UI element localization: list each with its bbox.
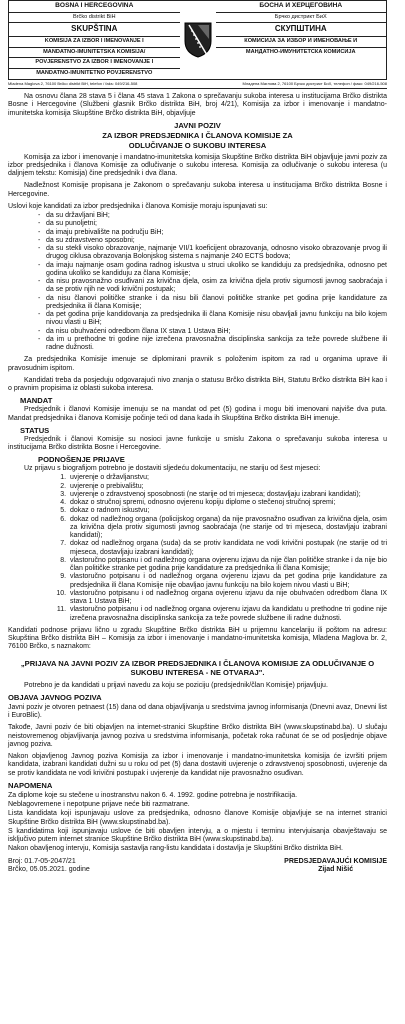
publication-text-3: Nakon objavljenog Javnog poziva Komisija za izbor i imenovanje i mandatno-imunitetska komisija će izvršiti prijem kandidata, izabrani kandidati dužni su u roku od pet (5) dana dostaviti uvjerenje o zdravstvenoj sposobnosti, uvjerenje da se protiv kandidata ne vodi krivični postupak i uvjerenje da kandidat nije pravosnažno osuđivan. <box>8 753 387 777</box>
list-item: - da imaju prebivalište na području BiH; <box>38 229 387 237</box>
document-date: Brčko, 05.05.2021. godine <box>8 866 90 874</box>
commission-line-1-cyrillic: КОМИСИЈА ЗА ИЗБОР И ИМЕНОВАЊЕ И <box>216 37 387 48</box>
reference-block <box>8 858 90 876</box>
address-bar <box>8 80 387 89</box>
paragraph-knowledge: Kandidati treba da posjeduju odgovarajući nivo znanja o statusu Brčko distrikta BiH, Statutu Brčko distrikta BiH kao i o pravnim propisima iz oblasti sukoba interesa. <box>8 376 387 393</box>
note-heading: NAPOMENA <box>8 780 53 790</box>
list-item: 6. dokaz od nadležnog organa (policijskog organa) da nije pravosnažno osuđivan za krivična djela, osim za krivična djela protiv sigurnosti javnog saobraćaja (ne starije od tri mjeseca, dostavljaju izabrani kandidati); <box>68 516 387 541</box>
mandate-text: Predsjednik i članovi Komisije imenuju se na mandat od pet (5) godina i mogu biti imenovani najviše dva puta. Mandat predsjednika i članova Komisije počinje teći od dana kada ih Skupština Brčko distrikta BiH imenuje. <box>8 406 387 422</box>
list-item: 11. vlastoručno potpisanu i od nadležnog organa ovjerenu izjavu da kandidatu u prethodne tri godine nije izrečena pravosnažna disciplinska sankcija za teže povrede službene ili radne dužnosti. <box>68 606 387 623</box>
conditions-list <box>8 212 387 352</box>
paragraph-president: Za predsjednika Komisije imenuje se diplomirani pravnik s položenim ispitom za rad u organima uprave ili pravosudnim ispitom. <box>8 356 387 372</box>
status-text: Predsjednik i članovi Komisije su nosioci javne funkcije u smislu Zakona o sprečavanju sukoba interesa u institucijama Brčko distrikta Bosne i Hercegovine. <box>8 435 387 452</box>
letterhead <box>8 0 387 80</box>
address-cyrillic: Младена Маглова 2, 76100 Брчко дистрикт БиХ, телефон / факс: 049/216-508 <box>242 81 387 86</box>
letterhead-right <box>216 1 387 79</box>
paragraph-conditions-intro: Uslovi koje kandidati za izbor predsjednika i članova Komisije moraju ispunjavati su: <box>8 202 268 210</box>
list-item: - da su punoljetni; <box>38 220 387 228</box>
commission-line-3: POVJERENSTVO ZA IZBOR I IMENOVANJE I <box>9 58 180 69</box>
intro-paragraph: Na osnovu člana 28 stava 5 i člana 45 stava 1 Zakona o sprečavanju sukoba interesa u institucijama Brčko distrikta Bosne i Hercegovine (Službeni glasnik Brčko distrikta BiH, broj 4/21), Komisija za izbor i imenovanje i mandatno-imunitetska komisija Skupštine Brčko distrikta BiH, objavljuje <box>8 93 387 117</box>
district-name-cyrillic: Брчко дистрикт БиХ <box>216 13 387 24</box>
assembly-name-cyrillic: СКУПШТИНА <box>216 23 387 37</box>
publication-heading: OBJAVA JAVNOG POZIVA <box>8 692 102 702</box>
envelope-label: „PRIJAVA NA JAVNI POZIV ZA IZBOR PREDSJEDNIKA I ČLANOVA KOMISIJE ZA ODLUČIVANJE O SUKOBU INTERESA - NE OTVARAJ". <box>20 658 375 677</box>
note-text-3: Lista kandidata koji ispunjavaju uslove za predsjednika, odnosno članove Komisije objavljuje se na internet stranici Skupštine Brčko distrikta BiH (www.skupstinabd.ba). <box>8 810 387 826</box>
signatory-role: PREDSJEDAVAJUĆI KOMISIJE <box>284 857 387 865</box>
submission-text: Kandidati podnose prijavu lično u zgradu Skupštine Brčko distrikta BiH u prijemnu kancelariju ili poštom na adresu: Skupština Brčko distrikta BiH – Komisija za izbor i imenovanje i mandatno-imunitetska komisija, Mladena Maglova br. 2, 76100 Brčko, s naznakom: <box>8 626 387 651</box>
paragraph-competence: Nadležnost Komisije propisana je Zakonom o sprečavanju sukoba interesa u institucijama Brčko distrikta Bosne i Hercegovine. <box>8 182 387 198</box>
country-name: BOSNA I HERCEGOVINA <box>9 1 180 13</box>
position-note: Potrebno je da kandidati u prijavi navedu za koju se poziciju (predsjednik/član Komisije) prijavljuju. <box>24 681 328 689</box>
note-text-2: Neblagovremene i nepotpune prijave neće biti razmatrane. <box>8 801 190 809</box>
list-item: 7. dokaz od nadležnog organa (suda) da se protiv kandidata ne vodi krivični postupak (ne starije od tri mjeseca, dostavljaju izabrani kandidati); <box>68 540 387 557</box>
letterhead-left <box>9 1 180 79</box>
documents-intro: Uz prijavu s biografijom potrebno je dostaviti sljedeću dokumentaciju, ne stariju od šest mjeseci: <box>24 465 321 473</box>
note-text-5: Nakon obavljenog intervju, Komisija sastavlja rang-listu kandidata i dostavlja je Skupštini Brčko distrikta BiH. <box>8 845 343 853</box>
list-item: - da nisu članovi političke stranke i da nisu bili članovi političke stranke pet godina prije kandidature za predsjednika ili člana Komisije; <box>38 295 387 312</box>
list-item: 8. vlastoručno potpisanu i od nadležnog organa ovjerenu izjavu da nije član političke stranke i da nije bio član političke stranke pet godina prije kandidature za predsjednika ili člana Komisije; <box>68 557 387 574</box>
paragraph-commission: Komisija za izbor i imenovanje i mandatno-imunitetska komisija Skupštine Brčko distrikta BiH objavljuje javni poziv za izbor predsjednika i članova Komisije za odlučivanje o sukobu interesa. Komisija za odlučivanje o sukobu interesa (u daljnjem tekstu: Komisija) čine predsjednik i dva člana. <box>8 153 387 178</box>
publication-text-2: Takođe, Javni poziv će biti objavljen na internet-stranici Skupštine Brčko distrikta BiH (www.skupstinabd.ba). U slučaju neistovremenog objavljivanja javnog poziva u sredstvima informisanja, početak roka računat će se od posljednje objave javnog poziva. <box>8 724 387 748</box>
commission-line-4: MANDATNO-IMUNITETNO POVJERENSTVO <box>36 69 153 76</box>
signatory-block <box>284 858 387 876</box>
title-line-3: ODLUČIVANJE O SUKOBU INTERESA <box>128 140 267 150</box>
address-latin: Mladena Maglova 2, 76100 Brčko distrikt BiH, telefon / faks: 049/216-508 <box>8 81 138 86</box>
note-text-1: Za diplome koje su stečene u inostranstvu nakon 6. 4. 1992. godine potrebna je nostrifikacija. <box>8 791 298 799</box>
document-body <box>8 93 387 875</box>
commission-line-2-cyrillic: МАНДАТНО-ИМУНИТЕТСКА КОМИСИЈА <box>245 48 356 55</box>
list-item: - da su stekli visoko obrazovanje, najmanje VII/1 koeficijent obrazovanja, odnosno visoko obrazovanje prvog ili drugog ciklusa obrazovanja Bolonjskog sistema s najmanje 240 ECTS bodova; <box>38 245 387 262</box>
list-item: - da su zdravstveno sposobni; <box>38 237 387 245</box>
list-item: - da nisu obuhvaćeni odredbom člana IX stava 1 Ustava BiH; <box>38 328 387 336</box>
list-item: 3. uvjerenje o zdravstvenoj sposobnosti (ne starije od tri mjeseca; dostavljaju izabrani kandidati); <box>68 491 387 499</box>
list-item: 10. vlastoručno potpisanu i od nadležnog organa ovjerenu izjavu da nije obuhvaćen odredbom člana IX stava 1 Ustava BiH; <box>68 590 387 607</box>
country-name-cyrillic: БОСНА И ХЕРЦЕГОВИНА <box>216 1 387 13</box>
list-item: - da pet godina prije kandidovanja za predsjednika ili člana Komisije nisu obavljali javnu funkciju na bilo kojem nivou vlasti u BiH; <box>38 311 387 328</box>
assembly-name: SKUPŠTINA <box>9 23 180 37</box>
commission-line-1: KOMISIJA ZA IZBOR I IMENOVANJE I <box>9 37 180 48</box>
list-item: 1. uvjerenje o državljanstvu; <box>68 474 387 482</box>
list-item: 5. dokaz o radnom iskustvu; <box>68 507 387 515</box>
publication-text-1: Javni poziv je otvoren petnaest (15) dana od dana objavljivanja u sredstvima javnog informisanja (Dnevni avaz, Dnevni list i EuroBlic). <box>8 703 387 720</box>
list-item: 2. uvjerenje o prebivalištu; <box>68 483 387 491</box>
commission-line-2: MANDATNO-IMUNITETSKA KOMISIJA/ <box>9 48 180 59</box>
documents-list <box>8 474 387 623</box>
submission-heading: PODNOŠENJE PRIJAVE <box>38 455 125 465</box>
signature-block <box>8 858 387 876</box>
status-heading: STATUS <box>20 425 50 435</box>
title-line-1: JAVNI POZIV <box>174 120 221 130</box>
signatory-name: Zijad Nišić <box>318 866 354 874</box>
district-name: Brčko distrikt BiH <box>9 13 180 24</box>
list-item: 4. dokaz o stručnoj spremi, odnosno ovjerenu kopiju diplome o stečenoj stručnoj spremi; <box>68 499 387 507</box>
list-item: 9. vlastoručno potpisanu i od nadležnog organa ovjerenu izjavu da pet godina prije kandidature za predsjednika ili člana Komisije nije obavljao javnu funkciju na bilo kojem nivou vlasti u BiH; <box>68 573 387 590</box>
mandate-heading: MANDAT <box>20 396 53 406</box>
title-line-2: ZA IZBOR PREDSJEDNIKA I ČLANOVA KOMISIJE ZA <box>102 130 293 140</box>
list-item: - da su državljani BiH; <box>38 212 387 220</box>
note-text-4: S kandidatima koji ispunjavaju uslove će biti obavljen intervju, a o mjestu i terminu intervjuisanja obavještavaju se isključivo putem internet stranice Skupštine Brčko distrikta BiH (www.skupstinabd.ba). <box>8 827 387 844</box>
list-item: - da im u prethodne tri godine nije izrečena pravosnažna disciplinska sankcija za teže povrede službene ili radne dužnosti. <box>38 336 387 353</box>
coat-of-arms-icon <box>180 1 216 79</box>
list-item: - da nisu pravosnažno osuđivani za krivična djela, osim za krivična djela protiv sigurnosti javnog saobraćaja i da se protiv njih ne vodi krivični postupak; <box>38 278 387 295</box>
list-item: - da imaju najmanje osam godina radnog iskustva u struci ukoliko se kandiduju za predsjednika, odnosno pet godina ukoliko se kandiduju za člana Komisije; <box>38 262 387 279</box>
reference-number: Broj: 01.7-05-2047/21 <box>8 857 76 865</box>
